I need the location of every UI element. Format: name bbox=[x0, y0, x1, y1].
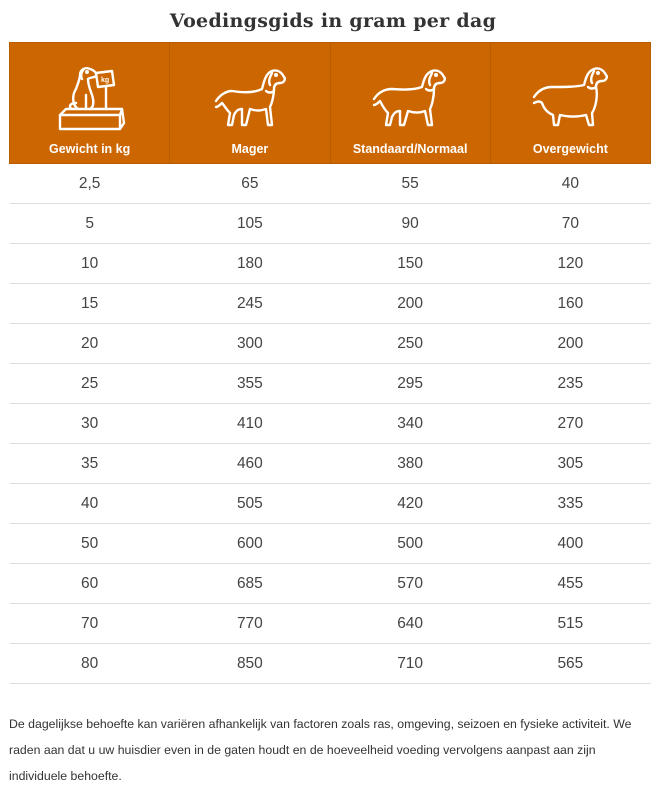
overweight-dog-icon bbox=[530, 63, 610, 139]
table-cell: 455 bbox=[490, 564, 650, 604]
table-cell: 250 bbox=[330, 324, 490, 364]
table-cell: 400 bbox=[490, 524, 650, 564]
table-cell: 710 bbox=[330, 644, 490, 684]
table-cell: 235 bbox=[490, 364, 650, 404]
table-cell: 570 bbox=[330, 564, 490, 604]
table-cell: 70 bbox=[490, 204, 650, 244]
table-cell: 35 bbox=[10, 444, 170, 484]
feeding-guide-table bbox=[9, 42, 651, 684]
table-cell: 70 bbox=[10, 604, 170, 644]
table-row bbox=[10, 484, 651, 524]
table-cell: 340 bbox=[330, 404, 490, 444]
table-row bbox=[10, 564, 651, 604]
table-cell: 505 bbox=[170, 484, 330, 524]
normal-dog-icon bbox=[370, 63, 450, 139]
table-cell: 50 bbox=[10, 524, 170, 564]
table-cell: 180 bbox=[170, 244, 330, 284]
column-label-overweight: Overgewicht bbox=[532, 142, 608, 156]
table-cell: 2,5 bbox=[10, 164, 170, 204]
table-cell: 270 bbox=[490, 404, 650, 444]
table-cell: 105 bbox=[170, 204, 330, 244]
column-label-normal: Standaard/Normaal bbox=[352, 142, 468, 156]
table-row bbox=[10, 324, 651, 364]
table-header bbox=[10, 43, 651, 164]
table-cell: 60 bbox=[10, 564, 170, 604]
page-title: Voedingsgids in gram per dag bbox=[169, 10, 497, 32]
table-cell: 65 bbox=[170, 164, 330, 204]
table-row bbox=[10, 284, 651, 324]
table-cell: 90 bbox=[330, 204, 490, 244]
table-cell: 10 bbox=[10, 244, 170, 284]
table-body bbox=[10, 164, 651, 684]
feeding-guide-table-container bbox=[9, 42, 651, 684]
feeding-note: De dagelijkse behoefte kan variëren afhankelijk van factoren zoals ras, omgeving, seizoen en fysieke activiteit. We raden aan dat u uw huisdier even in de gaten houdt en de hoeveelheid voeding vervolgens aanpast aan zijn individuele behoefte. bbox=[9, 717, 632, 783]
table-row bbox=[10, 164, 651, 204]
table-cell: 335 bbox=[490, 484, 650, 524]
table-cell: 245 bbox=[170, 284, 330, 324]
table-cell: 295 bbox=[330, 364, 490, 404]
table-cell: 410 bbox=[170, 404, 330, 444]
table-cell: 460 bbox=[170, 444, 330, 484]
column-header-thin bbox=[170, 43, 330, 164]
table-cell: 380 bbox=[330, 444, 490, 484]
thin-dog-icon bbox=[210, 63, 290, 139]
table-cell: 300 bbox=[170, 324, 330, 364]
table-cell: 200 bbox=[330, 284, 490, 324]
table-cell: 305 bbox=[490, 444, 650, 484]
table-cell: 200 bbox=[490, 324, 650, 364]
table-cell: 640 bbox=[330, 604, 490, 644]
table-cell: 160 bbox=[490, 284, 650, 324]
table-cell: 15 bbox=[10, 284, 170, 324]
table-cell: 80 bbox=[10, 644, 170, 684]
table-cell: 25 bbox=[10, 364, 170, 404]
column-header-overweight bbox=[490, 43, 650, 164]
column-header-weight bbox=[10, 43, 170, 164]
table-cell: 5 bbox=[10, 204, 170, 244]
table-cell: 55 bbox=[330, 164, 490, 204]
table-row bbox=[10, 404, 651, 444]
table-cell: 420 bbox=[330, 484, 490, 524]
column-header-normal bbox=[330, 43, 490, 164]
table-cell: 20 bbox=[10, 324, 170, 364]
table-row bbox=[10, 364, 651, 404]
table-cell: 850 bbox=[170, 644, 330, 684]
table-cell: 770 bbox=[170, 604, 330, 644]
table-cell: 30 bbox=[10, 404, 170, 444]
table-cell: 565 bbox=[490, 644, 650, 684]
table-cell: 515 bbox=[490, 604, 650, 644]
table-row bbox=[10, 644, 651, 684]
column-label-thin: Mager bbox=[231, 142, 269, 156]
table-row bbox=[10, 604, 651, 644]
table-row bbox=[10, 524, 651, 564]
table-cell: 40 bbox=[490, 164, 650, 204]
table-cell: 500 bbox=[330, 524, 490, 564]
table-cell: 600 bbox=[170, 524, 330, 564]
svg-text:kg: kg bbox=[100, 77, 109, 84]
column-label-weight: Gewicht in kg bbox=[48, 142, 131, 156]
table-cell: 355 bbox=[170, 364, 330, 404]
table-row bbox=[10, 444, 651, 484]
table-cell: 120 bbox=[490, 244, 650, 284]
table-row bbox=[10, 244, 651, 284]
table-cell: 685 bbox=[170, 564, 330, 604]
dog-on-scale-icon bbox=[50, 63, 130, 139]
table-cell: 150 bbox=[330, 244, 490, 284]
table-row bbox=[10, 204, 651, 244]
table-cell: 40 bbox=[10, 484, 170, 524]
